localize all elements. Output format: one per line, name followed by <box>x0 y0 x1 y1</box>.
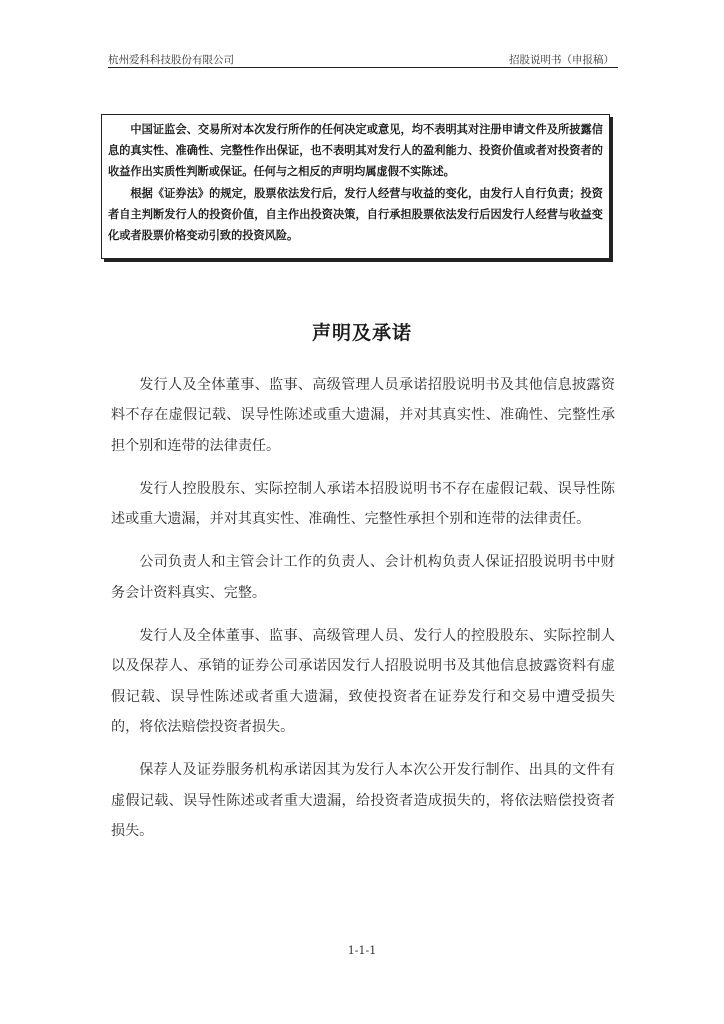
statement-paragraph: 发行人及全体董事、监事、高级管理人员承诺招股说明书及其他信息披露资料不存在虚假记载、误导性陈述或重大遗漏，并对其真实性、准确性、完整性承担个别和连带的法律责任。 <box>111 377 615 454</box>
page-header <box>108 50 616 68</box>
page-number: 1-1-1 <box>347 944 377 957</box>
risk-notice-box <box>101 114 610 259</box>
statement-paragraph: 发行人及全体董事、监事、高级管理人员、发行人的控股股东、实际控制人以及保荐人、承销的证券公司承诺因发行人招股说明书及其他信息披露资料有虚假记载、误导性陈述或者重大遗漏，致使投资者在证券发行和交易中遭受损失的，将依法赔偿投资者损失。 <box>111 628 615 735</box>
statement-paragraph: 发行人控股股东、实际控制人承诺本招股说明书不存在虚假记载、误导性陈述或重大遗漏，并对其真实性、准确性、完整性承担个别和连带的法律责任。 <box>111 480 615 528</box>
header-company-name: 杭州爱科科技股份有限公司 <box>108 54 234 66</box>
notice-paragraph: 根据《证券法》的规定，股票依法发行后，发行人经营与收益的变化，由发行人自行负责；投资者自主判断发行人的投资价值，自主作出投资决策，自行承担股票依法发行后因发行人经营与收益变化或者股票价格变动引致的投资风险。 <box>108 186 603 243</box>
header-document-type: 招股说明书（申报稿） <box>509 54 614 66</box>
page-title: 声明及承诺 <box>311 322 412 344</box>
statement-paragraph: 公司负责人和主管会计工作的负责人、会计机构负责人保证招股说明书中财务会计资料真实、完整。 <box>111 554 615 601</box>
notice-paragraph: 中国证监会、交易所对本次发行所作的任何决定或意见，均不表明其对注册申请文件及所披露信息的真实性、准确性、完整性作出保证，也不表明其对发行人的盈利能力、投资价值或者对投资者的收益作出实质性判断或保证。任何与之相反的声明均属虚假不实陈述。 <box>108 123 603 179</box>
statement-body <box>111 370 615 859</box>
statement-paragraph: 保荐人及证券服务机构承诺因其为发行人本次公开发行制作、出具的文件有虚假记载、误导性陈述或者重大遗漏，给投资者造成损失的，将依法赔偿投资者损失。 <box>111 762 615 839</box>
header-divider <box>108 67 618 68</box>
